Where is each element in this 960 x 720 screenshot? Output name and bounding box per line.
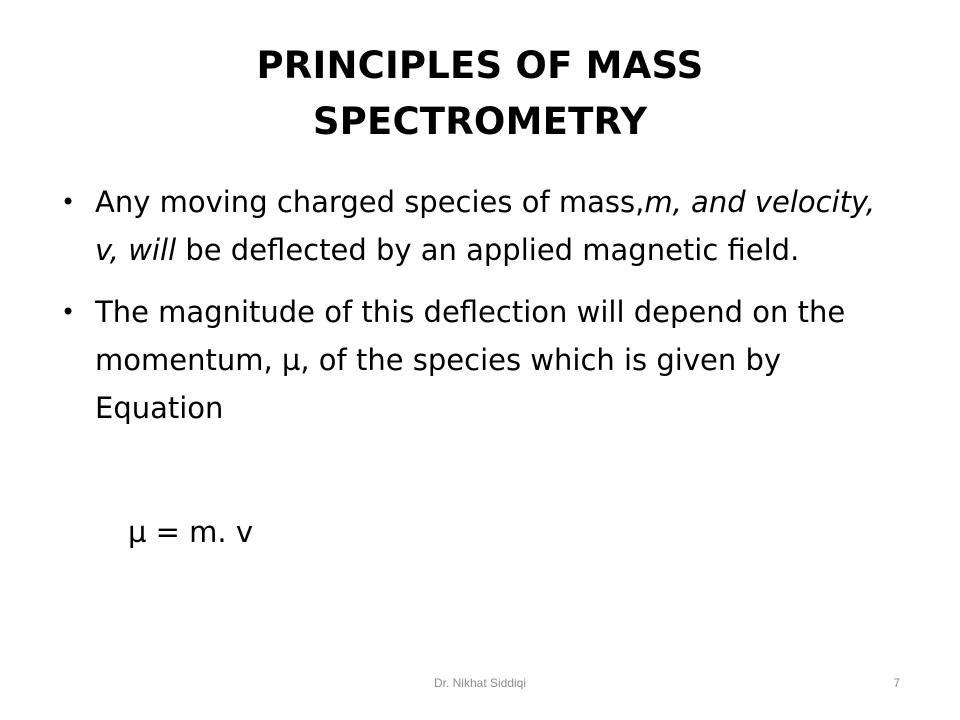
- title-line-2: SPECTROMETRY: [312, 100, 648, 143]
- bullet-marker: •: [61, 188, 76, 216]
- bullet-1-text: Any moving charged species of mass,: [95, 185, 645, 219]
- bullet-2-text: The magnitude of this deflection will depend on the momentum, µ, of the species which is given by Equation: [95, 295, 846, 425]
- title-line-1: PRINCIPLES OF MASS: [256, 44, 704, 87]
- bullet-list: [58, 178, 898, 446]
- bullet-1-text-end: be deflected by an applied magnetic field.: [176, 233, 800, 267]
- momentum-equation: µ = m. v: [128, 515, 254, 549]
- slide-title: [60, 38, 900, 150]
- bullet-1-italic-text: m, and velocity, v, will: [95, 185, 876, 267]
- bullet-item-2: [58, 288, 898, 432]
- footer-author: Dr. Nikhat Siddiqi: [433, 676, 527, 690]
- bullet-item-1: [58, 178, 898, 274]
- page-number: 7: [893, 676, 900, 690]
- bullet-marker: •: [61, 298, 76, 326]
